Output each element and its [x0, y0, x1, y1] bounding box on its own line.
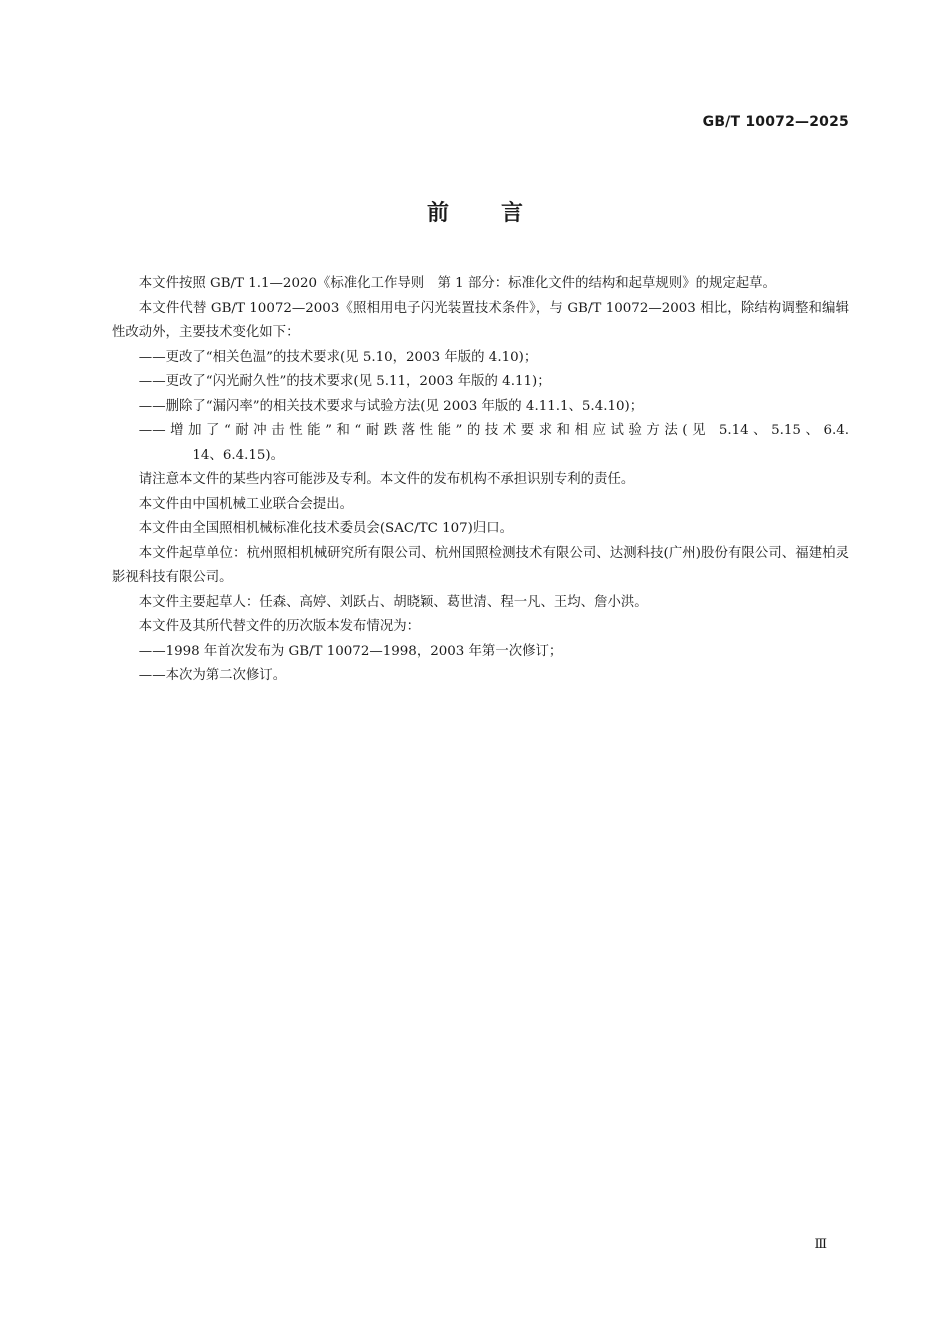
change-item: ——更改了“相关色温”的技术要求(见 5.10，2003 年版的 4.10)； [138, 349, 538, 365]
page-number: Ⅲ [814, 1237, 827, 1252]
change-item-line: 14、6.4.15)。 [192, 447, 285, 463]
page-title: 前言 [426, 201, 575, 226]
change-item-line: ——增加了“耐冲击性能”和“耐跌落性能”的技术要求和相应试验方法(见 5.14、5.15、6.4. [138, 423, 849, 438]
standard-number: GB/T 10072—2025 [702, 114, 849, 130]
paragraph-committee: 本文件由全国照相机械标准化技术委员会(SAC/TC 107)归口。 [138, 521, 514, 536]
change-item-added [112, 419, 849, 468]
paragraph-history: 本文件及其所代替文件的历次版本发布情况为： [138, 619, 420, 634]
change-item: ——删除了“漏闪率”的相关技术要求与试验方法(见 2003 年版的 4.11.1、5.4.10)； [138, 398, 644, 414]
paragraph-drafting-units: 本文件起草单位：杭州照相机械研究所有限公司、杭州国照检测技术有限公司、达测科技(广州)股份有限公司、福建柏灵影视科技有限公司。 [112, 545, 849, 585]
paragraph-proposer: 本文件由中国机械工业联合会提出。 [138, 496, 354, 512]
paragraph-replacement: 本文件代替 GB/T 10072—2003《照相用电子闪光装置技术条件》，与 GB/T 10072—2003 相比，除结构调整和编辑性改动外，主要技术变化如下： [112, 300, 849, 340]
history-item: ——本次为第二次修订。 [138, 668, 287, 683]
history-item: ——1998 年首次发布为 GB/T 10072—1998，2003 年第一次修订； [138, 643, 563, 659]
paragraph-drafting-rules: 本文件按照 GB/T 1.1—2020《标准化工作导则 第 1 部分：标准化文件的结构和起草规则》的规定起草。 [138, 276, 776, 291]
change-item: ——更改了“闪光耐久性”的技术要求(见 5.11，2003 年版的 4.11)； [138, 374, 551, 389]
document-body [112, 272, 849, 689]
paragraph-drafters: 本文件主要起草人：任森、高婷、刘跃占、胡晓颖、葛世清、程一凡、王均、詹小洪。 [138, 594, 648, 610]
paragraph-patent-notice: 请注意本文件的某些内容可能涉及专利。本文件的发布机构不承担识别专利的责任。 [138, 472, 635, 487]
